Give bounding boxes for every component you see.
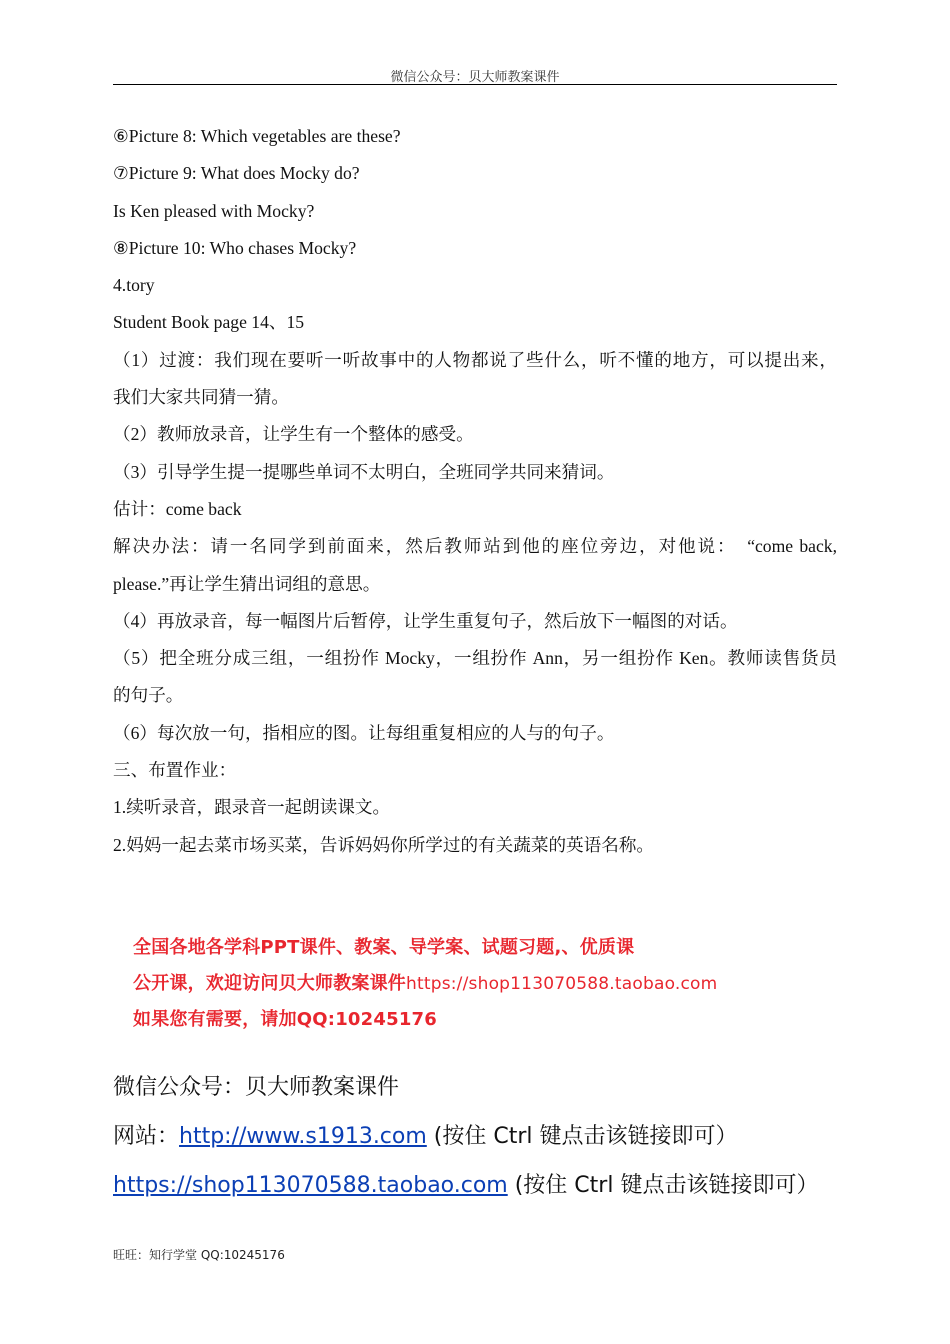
footer-site-row <box>113 1112 837 1161</box>
promo-line-2 <box>133 966 813 1002</box>
body-line-1: ⑥Picture 8: Which vegetables are these? <box>113 126 401 146</box>
header-divider <box>113 84 837 85</box>
body-line-3: Is Ken pleased with Mocky? <box>113 200 315 221</box>
body-line-16: 的句子。 <box>113 685 184 706</box>
shop-link[interactable]: https://shop113070588.taobao.com <box>113 1173 508 1198</box>
promo-shop-url: https://shop113070588.taobao.com <box>406 974 718 994</box>
promo-line-3: 如果您有需要，请加QQ:10245176 <box>133 1009 437 1030</box>
body-line-5: 4.tory <box>113 275 155 296</box>
body-line-20: 2.妈妈一起去菜市场买菜，告诉妈妈你所学过的有关蔬菜的英语名称。 <box>113 834 655 855</box>
footer-contact-note: 旺旺：知行学堂 QQ:10245176 <box>113 1248 285 1262</box>
promo-banner <box>133 930 813 1038</box>
footer-site-label: 网站： <box>113 1124 180 1149</box>
document-body <box>113 118 837 864</box>
footer-site-hint: (按住 Ctrl 键点击该链接即可） <box>426 1124 738 1149</box>
body-line-11: 估计：come back <box>113 498 242 519</box>
site-link[interactable]: http://www.s1913.com <box>179 1124 427 1149</box>
body-line-12: 解决办法：请一名同学到前面来，然后教师站到他的座位旁边，对他说： “come back, <box>113 536 837 557</box>
body-line-14: （4）再放录音，每一幅图片后暂停，让学生重复句子，然后放下一幅图的对话。 <box>113 610 738 631</box>
body-line-7: （1）过渡：我们现在要听一听故事中的人物都说了些什么，听不懂的地方，可以提出来， <box>113 349 837 370</box>
body-line-4: ⑧Picture 10: Who chases Mocky? <box>113 237 357 258</box>
page-header: 微信公众号：贝大师教案课件 <box>390 70 560 85</box>
body-line-9: （2）教师放录音，让学生有一个整体的感受。 <box>113 424 474 445</box>
body-line-17: （6）每次放一句，指相应的图。让每组重复相应的人与的句子。 <box>113 722 615 743</box>
footer-shop-hint: (按住 Ctrl 键点击该链接即可） <box>507 1173 819 1198</box>
promo-line-2-text: 公开课，欢迎访问贝大师教案课件 <box>133 973 406 994</box>
body-line-15: （5）把全班分成三组，一组扮作 Mocky，一组扮作 Ann，另一组扮作 Ken。教师读售货员 <box>113 648 837 669</box>
footer-links <box>113 1063 837 1210</box>
body-line-2: ⑦Picture 9: What does Mocky do? <box>113 163 360 184</box>
body-line-6: Student Book page 14、15 <box>113 312 305 333</box>
body-line-19: 1.续听录音，跟录音一起朗读课文。 <box>113 797 391 818</box>
body-line-8: 我们大家共同猜一猜。 <box>113 387 289 408</box>
promo-line-1: 全国各地各学科PPT课件、教案、导学案、试题习题,、优质课 <box>133 937 635 958</box>
footer-wechat: 微信公众号：贝大师教案课件 <box>113 1075 400 1100</box>
body-line-10: （3）引导学生提一提哪些单词不太明白，全班同学共同来猜词。 <box>113 461 615 482</box>
footer-shop-row <box>113 1161 837 1210</box>
body-line-18: 三、布置作业： <box>113 760 237 781</box>
body-line-13: please.”再让学生猜出词组的意思。 <box>113 573 381 594</box>
